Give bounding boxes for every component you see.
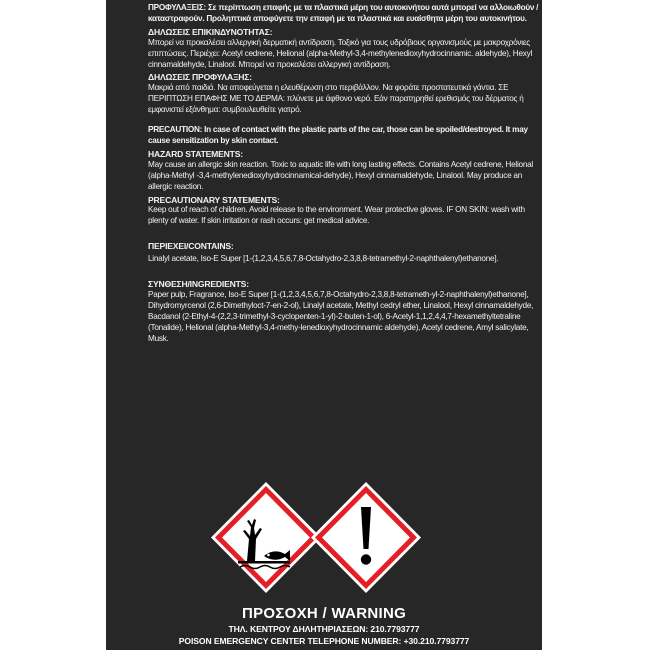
english-hazard-heading: HAZARD STATEMENTS: bbox=[148, 148, 243, 159]
english-precautionary-heading: PRECAUTIONARY STATEMENTS: bbox=[148, 194, 280, 205]
ingredients-block bbox=[148, 279, 540, 344]
exclamation-mark-icon bbox=[311, 482, 421, 593]
english-precaution-text: PRECAUTION: In case of contact with the plastic parts of the car, those can be spoiled/destroyed. It may cause sensitization by skin contact. bbox=[148, 125, 528, 145]
english-precautionary-text: Keep out of reach of children. Avoid release to the environment. Wear protective gloves. IF ON SKIN: wash with plenty of water. If skin irritation or rash occurs: get medical advice. bbox=[148, 205, 525, 226]
greek-hazard-text: Μπορεί να προκαλέσει αλλεργική δερματική αντίδραση. Τοξικό για τους υδρόβιους οργανισμούς με μακροχρόνιες επιπτώσεις. Περιέχει: Acetyl cedrene, Helional (alpha-Methyl-3,4-methylenedioxyhydrocinnamic. aldehyde), Hexyl cinnamaldehyde, Linalool. Μπορεί να προκαλέσει αλλεργική αντίδραση. bbox=[148, 37, 533, 69]
poison-center-phone-greek: ΤΗΛ. ΚΕΝΤΡΟΥ ΔΗΛΗΤΗΡΙΑΣΕΩΝ: 210.7793777 bbox=[228, 624, 420, 634]
contains-heading: ΠΕΡΙΕΧΕΙ/CONTAINS: bbox=[148, 241, 234, 252]
poison-center-phone-english: POISON EMERGENCY CENTER TELEPHONE NUMBER: +30.210.7793777 bbox=[178, 636, 470, 646]
greek-hazard-block bbox=[148, 27, 540, 71]
contains-text: Linalyl acetate, Iso-E Super [1-(1,2,3,4,5,6,7,8-Octahydro-2,3,8,8-tetramethyl-2-naphthalenyl)ethanone]. bbox=[148, 254, 499, 264]
greek-precaution-block bbox=[148, 3, 540, 25]
product-label bbox=[106, 0, 542, 650]
warning-title: ΠΡΟΣΟΧΗ / WARNING bbox=[241, 605, 407, 622]
ingredients-heading: ΣΥΝΘΕΣΗ/INGREDIENTS: bbox=[148, 279, 249, 290]
greek-precaution-text: ΠΡΟΦΥΛΑΞΕΙΣ: Σε περίπτωση επαφής με τα πλαστικά μέρη του αυτοκινήτου αυτά μπορεί να αλλοιωθούν / καταστραφούν. Προληπτικά αποφύγετε την επαφή με τα πλαστικά και ευαίσθητα μέρη του αυτοκινήτου. bbox=[148, 3, 539, 23]
greek-precautionary-block bbox=[148, 72, 540, 116]
english-hazard-text: May cause an allergic skin reaction. Toxic to aquatic life with long lasting effects. Contains Acetyl cedrene, Helional (alpha-Methyl -3,4-methylenedioxyhydrocinnamical-dehyde), Hexyl cinnamaldehyde, Linalool. May produce an allergic reaction. bbox=[148, 159, 533, 191]
english-precaution-block bbox=[148, 125, 540, 147]
contains-block bbox=[148, 241, 540, 265]
greek-precautionary-text: Μακριά από παιδιά. Να αποφεύγεται η ελευθέρωση στο περιβάλλον. Να φοράτε προστατευτικά γάντια. ΣΕ ΠΕΡΙΠΤΩΣΗ ΕΠΑΦΗΣ ΜΕ ΤΟ ΔΕΡΜΑ: πλύνετε με άφθονο νερό. Εάν παρατηρηθεί ερεθισμός του δέρματος ή εμφανιστεί εξάνθημα: συμβουλευθείτε γιατρό. bbox=[148, 83, 524, 115]
label-text-area bbox=[148, 0, 540, 345]
greek-hazard-heading: ΔΗΛΩΣΕΙΣ ΕΠΙΚΙΝΔΥΝΟΤΗΤΑΣ: bbox=[148, 26, 273, 37]
environment-hazard-icon bbox=[211, 482, 321, 593]
hazard-pictograms bbox=[210, 481, 422, 594]
english-hazard-block bbox=[148, 149, 540, 193]
greek-precautionary-heading: ΔΗΛΩΣΕΙΣ ΠΡΟΦΥΛΑΞΗΣ: bbox=[148, 72, 252, 83]
english-precautionary-block bbox=[148, 195, 540, 228]
ingredients-text: Paper pulp, Fragrance, Iso-E Super [1-(1,2,3,4,5,6,7,8-Octahydro-2,3,8,8-tetrameth-yl-2-naphthalenyl)ethanone], Dihydromyrcenol (2,6-Dimethyloct-7-en-2-ol), Linalyl acetate, Methyl cedryl ether, Linalool, Hexyl cinnamaldehyde, Bacdanol (2-Ethyl-4-(2,2,3-trimethyl-3-cyclopenten-1-yl)-2-buten-1-ol), 6-Acetyl-1,1,2,4,4,7-hexamethyltetraline (Tonalide), Helional (alpha-Methyl-3,4-methy-lenedioxyhydrocinnamic aldehyde), Acetyl cedrene, Amyl salicylate, Musk. bbox=[148, 290, 534, 343]
